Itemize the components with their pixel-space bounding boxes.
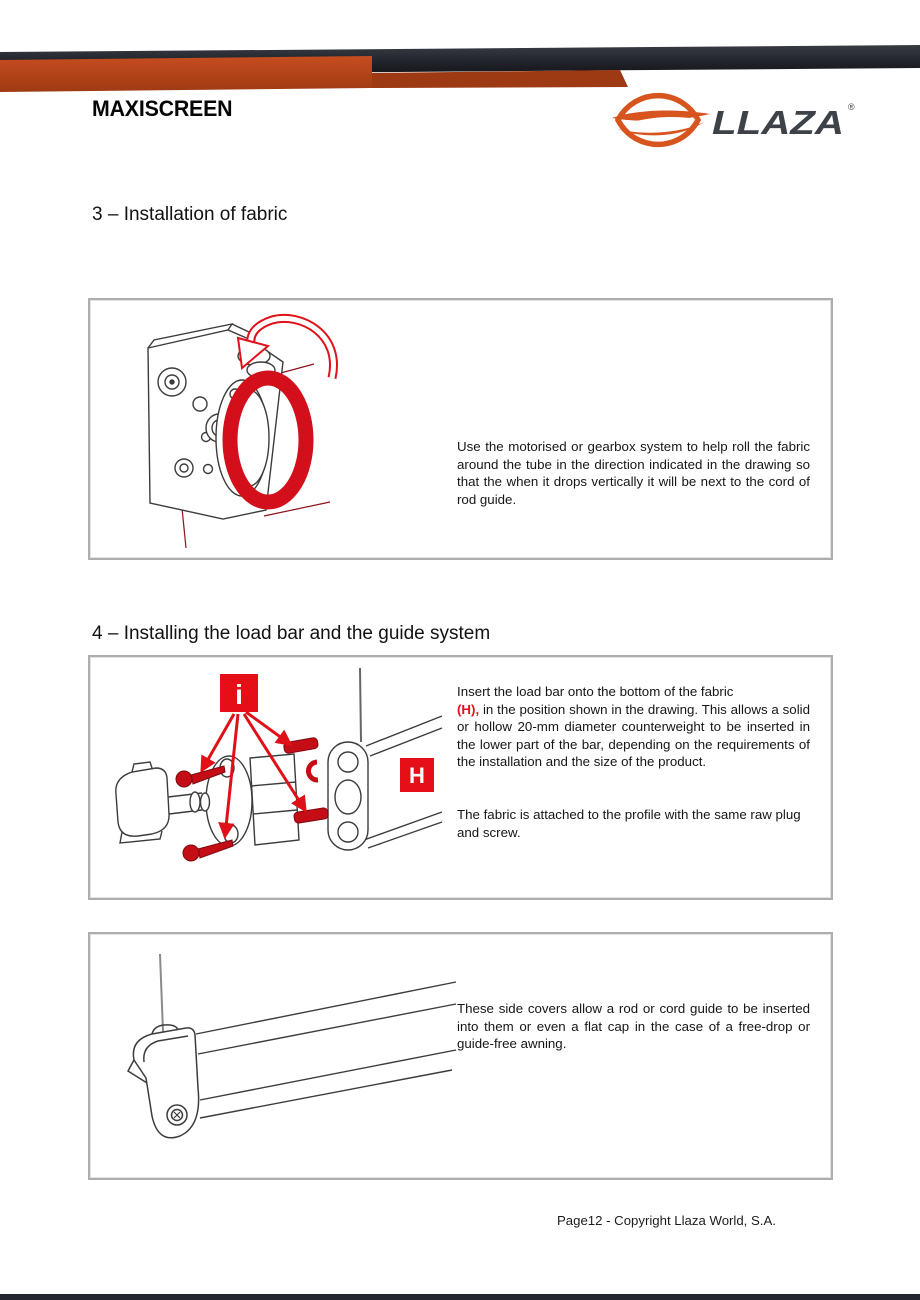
figure-box-fabric-roll: [88, 298, 833, 560]
bottom-stripe: [0, 1294, 920, 1300]
header-stripe-orange-left: [0, 56, 372, 92]
page-title: MAXISCREEN: [92, 96, 233, 121]
fabric-roll-text: Use the motorised or gearbox system to help roll the fabric around the tube in the direction indicated in the drawing so that the when it drops vertically it will be next to the cord of rod guide.: [457, 439, 810, 507]
info-label: [220, 674, 258, 712]
load-bar-label-h: [400, 758, 434, 792]
side-cover: [128, 1025, 199, 1138]
load-bar-text-lead: Insert the load bar onto the bottom of the fabric: [457, 684, 734, 699]
counterweight-block: [250, 754, 299, 845]
page-footer: Page12 - Copyright Llaza World, S.A.: [557, 1213, 776, 1228]
section-4-heading: 4 – Installing the load bar and the guide system: [92, 623, 491, 644]
side-covers-text: These side covers allow a rod or cord guide to be inserted into them or even a flat cap in the case of a free-drop or guide-free awning.: [457, 1001, 810, 1052]
load-bar-text: [457, 683, 810, 771]
fabric-roll-drawing: [102, 306, 432, 552]
bar-tube: [196, 982, 456, 1118]
load-bar-text-highlight: (H),: [457, 701, 480, 717]
figure-box-load-bar: [88, 655, 833, 900]
header-stripes: [0, 40, 920, 100]
load-bar-text-2: The fabric is attached to the profile with the same raw plug and screw.: [457, 807, 801, 840]
header-stripe-orange-right: [372, 70, 628, 88]
figure-box-side-covers: [88, 932, 833, 1180]
side-cover-drawing: [100, 940, 460, 1172]
load-bar-text-rest: in the position shown in the drawing. This allows a solid or hollow 20-mm diameter counterweight to be inserted in the lower part of the bar, depending on the requirements of the installation and the size of the product.: [457, 701, 810, 770]
registered-mark: ®: [848, 102, 855, 112]
llaza-logo-icon: [612, 96, 710, 145]
llaza-logo: [612, 92, 862, 148]
svg-text:i: i: [235, 679, 243, 710]
svg-text:H: H: [409, 763, 425, 788]
section-3-heading: 3 – Installation of fabric: [92, 204, 288, 225]
llaza-logo-text: LLAZA: [712, 104, 844, 141]
load-bar-drawing: [98, 662, 443, 892]
